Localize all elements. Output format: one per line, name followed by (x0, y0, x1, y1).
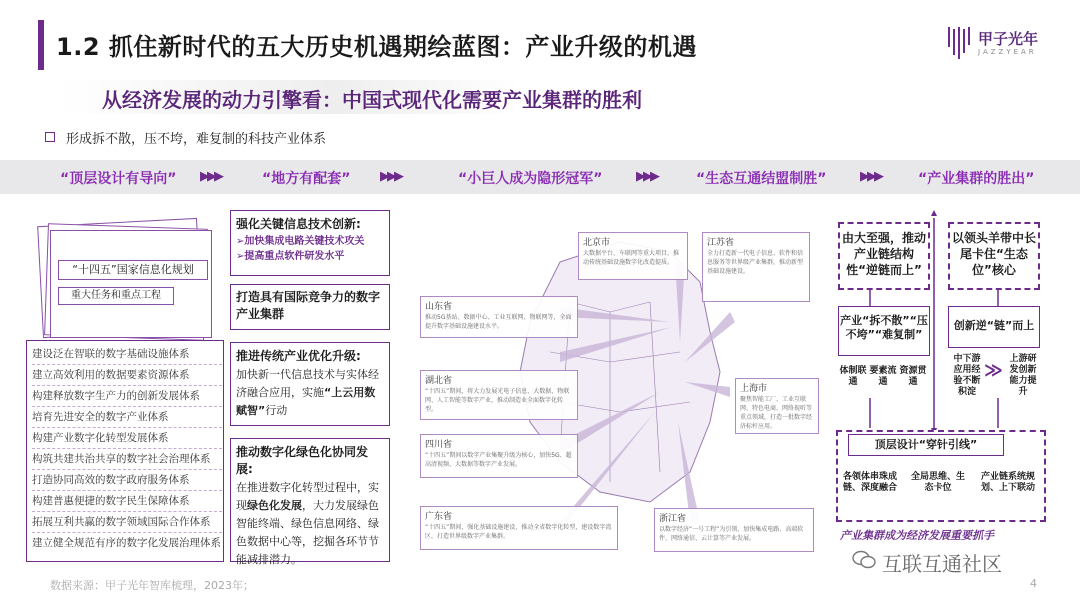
province-card-jiangsu: 江苏省 全力打造新一代电子信息、软件和信息服务等世界级产业集群，推动新型基础设施建设。 (702, 232, 810, 302)
chevron-right-icon: ▶▶▶ (860, 169, 881, 184)
strategy-box-2 (230, 284, 390, 330)
subtitle: 从经济发展的动力引擎看：中国式现代化需要产业集群的胜利 (102, 88, 642, 112)
top-design-header-box: 顶层设计“穿针引线” (848, 434, 1004, 456)
banner-item-5: “产业集群的胜出” (918, 171, 1035, 187)
right-box-top-right: 以领头羊带中长尾卡住“生态位”核心 (948, 222, 1040, 290)
list-item: 构建普惠便捷的数字民生保障体系 (32, 491, 222, 512)
jazzyear-logo-icon (946, 25, 972, 59)
strategy-box-1 (230, 210, 390, 276)
strategy-heading: 打造具有国际竞争力的数字产业集群 (236, 290, 381, 321)
grid-item: 要素流通 (869, 366, 897, 387)
bottom-item: 全局思维、生态卡位 (910, 472, 965, 493)
strategy-box-3 (230, 342, 390, 426)
list-item: 构筑共建共治共享的数字社会治理体系 (32, 449, 222, 470)
strategy-text: 加快新一代信息技术与实体经济融合应用，实施“上云用数赋智”行动 (236, 368, 379, 417)
banner-item-2: “地方有配套” (262, 171, 351, 187)
wechat-icon (852, 550, 876, 570)
strategy-line: ➢加快集成电路关键技术攻关 (236, 236, 365, 247)
bullet-text: 形成拆不散，压不垮，难复制的科技产业体系 (66, 132, 327, 147)
bullet-square-icon (45, 132, 55, 142)
strategy-heading: 强化关键信息技术创新: (236, 217, 361, 231)
tagline: 产业集群成为经济发展重要抓手 (840, 529, 994, 542)
logo-text: 甲子光年 (978, 30, 1039, 48)
grid-item: 体制联通 (839, 366, 867, 387)
strategy-box-4 (230, 438, 390, 566)
list-item: 建设泛在智联的数字基础设施体系 (32, 344, 222, 365)
list-item: 打造协同高效的数字政府服务体系 (32, 470, 222, 491)
right-box-mid-right: 创新逆“链”而上 (948, 306, 1040, 348)
bottom-item: 各领体串珠成链、深度融合 (842, 472, 897, 493)
chevron-right-icon: ▶▶▶ (636, 169, 657, 184)
province-card-beijing: 北京市 大数据平台、车联网等重大项目，推动传统基础设施数字化改造提质。 (578, 232, 688, 280)
grid-item: 资源贯通 (899, 366, 927, 387)
document-sheet-front (50, 230, 212, 338)
strategy-heading: 推进传统产业优化升级: (236, 349, 361, 363)
list-item: 构建释放数字生产力的创新发展体系 (32, 386, 222, 407)
right-box-mid-left: 产业“拆不散”“压不垮”“难复制” (838, 306, 930, 356)
chevron-right-icon: ≫ (984, 360, 1003, 381)
chevron-right-icon: ▶▶▶ (200, 169, 221, 184)
list-item: 培育先进安全的数字产业体系 (32, 407, 222, 428)
list-item: 建立高效利用的数据要素资源体系 (32, 365, 222, 386)
banner-item-4: “生态互通结盟制胜” (696, 171, 827, 187)
flow-left-text: 中下游应用经验不断积淀 (953, 354, 981, 397)
list-item: 建立健全规范有序的数字化发展治理体系 (32, 537, 221, 549)
title-accent-bar (38, 20, 44, 70)
bottom-item: 产业链系统规划、上下联动 (980, 472, 1035, 493)
strategy-text: 在推进数字化转型过程中，实现绿色化发展，大力发展绿色智能终端、绿色信息网络、绿色数据中心等，挖掘各环节节能减排潜力。 (236, 481, 379, 566)
plan-sub-label: 重大任务和重点工程 (58, 287, 174, 305)
page-number: 4 (1030, 577, 1037, 590)
flow-right-text: 上游研发创新能力提升 (1009, 354, 1037, 397)
list-item: 构建产业数字化转型发展体系 (32, 428, 222, 449)
logo-subtext: JAZZYEAR (978, 48, 1037, 56)
banner-item-1: “顶层设计有导向” (60, 171, 177, 187)
list-item: 拓展互利共赢的数字领域国际合作体系 (32, 512, 222, 533)
strategy-heading: 推动数字化绿色化协同发展: (236, 445, 369, 476)
province-card-shandong: 山东省 推动5G基站、数据中心、工业互联网、物联网等，全面提升数字基础设施建设水平。 (420, 296, 578, 338)
page-title: 1.2 抓住新时代的五大历史机遇期绘蓝图：产业升级的机遇 (56, 33, 697, 61)
banner-item-3: “小巨人成为隐形冠军” (458, 171, 603, 187)
strategy-line: ➢提高重点软件研发水平 (236, 251, 345, 262)
province-card-guangdong: 广东省 “十四五”期间，强化基础设施建设，推动全省数字化转型，建设数字湾区，打造世界级数字产业集群。 (420, 506, 618, 550)
province-card-hubei: 湖北省 “十四五”期间，将大力发展光电子信息、大数据、物联网、人工智能等数字产业，推动制造业全面数字化转型。 (420, 370, 578, 420)
watermark-text: 互联互通社区 (882, 552, 1002, 576)
data-source: 数据来源：甲子光年智库梳理，2023年； (50, 579, 254, 592)
province-card-zhejiang: 浙江省 以数字经济“一号工程”为引领，加快集成电路、高端软件、网络通信、云计算等产业发展。 (654, 508, 814, 552)
province-card-sichuan: 四川省 “十四五”期间以数字产业集聚升级为核心，加快5G、超高清视频、大数据等数字产业发展。 (420, 434, 578, 478)
province-card-shanghai: 上海市 聚焦智能工厂、工业互联网、特色电商、网络视听等重点领域，打造一批数字经济标杆应用。 (735, 378, 819, 434)
right-box-top-left: 由大至强，推动产业链结构性“逆链而上” (838, 222, 930, 290)
plan-label: “十四五”国家信息化规划 (58, 260, 208, 280)
chevron-right-icon: ▶▶▶ (380, 169, 401, 184)
